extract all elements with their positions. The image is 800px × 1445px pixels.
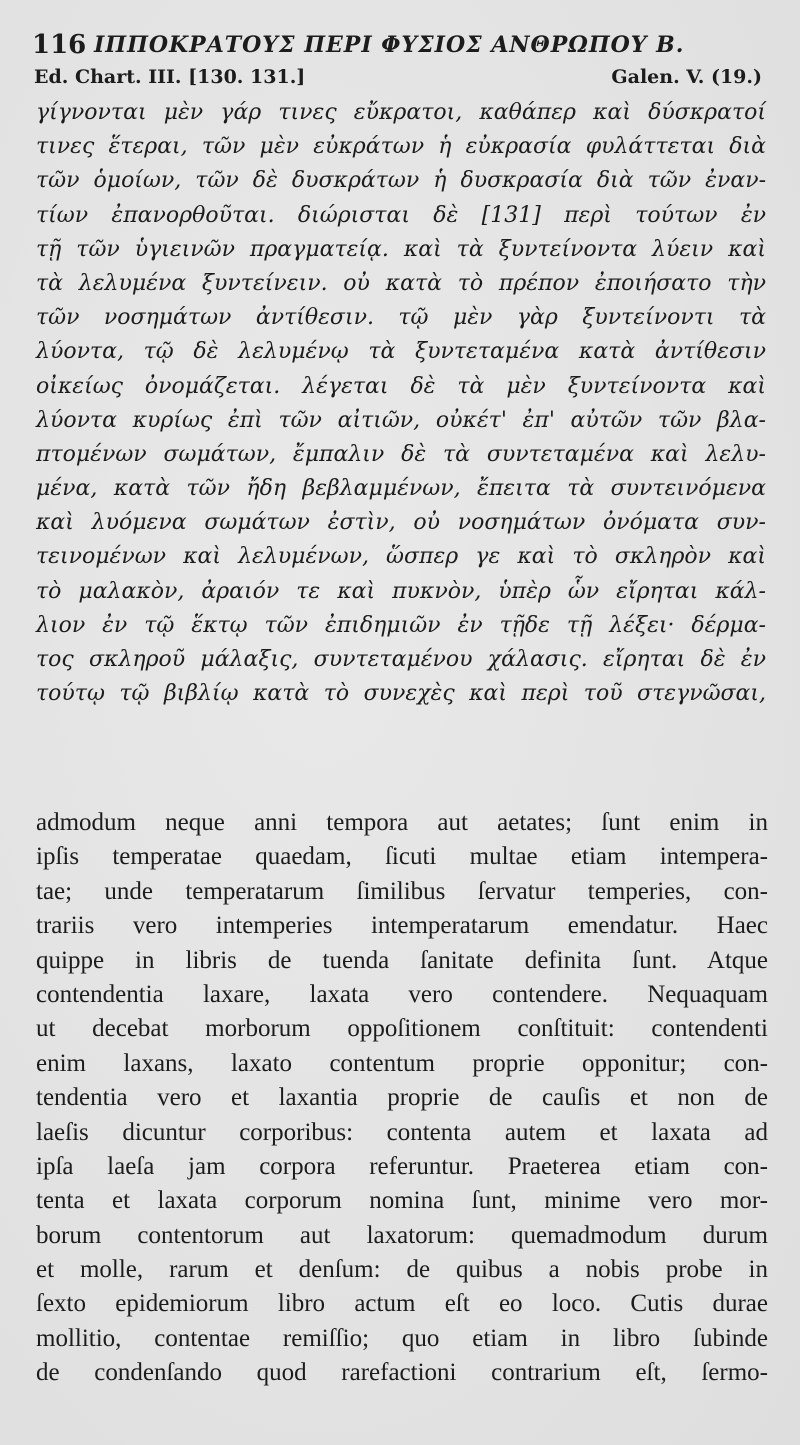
page-header <box>32 30 772 70</box>
greek-text-line: οἰκείως ὀνομάζεται. λέγεται δὲ τὰ μὲν ξυντείνοντα καὶ <box>36 373 766 399</box>
latin-text-line: ſexto epidemiorum libro actum eſt eo loco. Cutis durae <box>36 1290 768 1318</box>
greek-text-line: τὸ μαλακὸν, ἀραιόν τε καὶ πυκνὸν, ὑπὲρ ὧν εἴρηται κάλ- <box>36 578 766 604</box>
greek-text-line: τινες ἕτεραι, τῶν μὲν εὐκράτων ἡ εὐκρασία φυλάττεται διὰ <box>36 134 766 160</box>
greek-text-block <box>36 96 766 711</box>
edition-reference: Ed. Chart. III. [130. 131.] <box>34 66 306 88</box>
latin-text-line: de condenſando quod rarefactioni contrarium eſt, ſermo- <box>36 1359 768 1387</box>
latin-text-line: borum contentorum aut laxatorum: quemadmodum durum <box>36 1221 768 1249</box>
greek-text-line: λιον ἐν τῷ ἕκτῳ τῶν ἐπιδημιῶν ἐν τῇδε τῇ λέξει· δέρμα- <box>36 612 766 638</box>
galen-reference: Galen. V. (19.) <box>611 66 762 88</box>
latin-text-line: ipſa laeſa jam corpora referuntur. Praeterea etiam con- <box>36 1152 768 1180</box>
latin-text-block <box>36 806 768 1391</box>
latin-text-line: ut decebat morborum oppoſitionem conſtituit: contendenti <box>36 1015 768 1043</box>
latin-text-line: tendentia vero et laxantia proprie de cauſis et non de <box>36 1084 768 1112</box>
latin-text-line: ipſis temperatae quaedam, ſicuti multae etiam intempera- <box>36 843 768 871</box>
greek-text-line: τὰ λελυμένα ξυντείνειν. οὐ κατὰ τὸ πρέπον ἐποιήσατο τὴν <box>36 270 766 296</box>
greek-text-line: τῶν ὁμοίων, τῶν δὲ δυσκράτων ἡ δυσκρασία διὰ τῶν ἐναν- <box>36 168 766 194</box>
latin-text-line: et molle, rarum et denſum: de quibus a nobis probe in <box>36 1256 768 1284</box>
greek-text-line: τῇ τῶν ὑγιεινῶν πραγματείᾳ. καὶ τὰ ξυντείνοντα λύειν καὶ <box>36 236 766 262</box>
greek-text-line: τῶν νοσημάτων ἀντίθεσιν. τῷ μὲν γὰρ ξυντείνοντι τὰ <box>36 305 766 331</box>
greek-text-line: τος σκληροῦ μάλαξις, συντεταμένου χάλασις. εἴρηται δὲ ἐν <box>36 647 766 672</box>
latin-text-line: admodum neque anni tempora aut aetates; ſunt enim in <box>36 809 768 836</box>
greek-text-line: γίγνονται μὲν γάρ τινες εὔκρατοι, καθάπερ καὶ δύσκρατοί <box>36 100 766 125</box>
greek-text-line: τούτῳ τῷ βιβλίῳ κατὰ τὸ συνεχὲς καὶ περὶ τοῦ στεγνῶσαι, <box>36 681 766 707</box>
latin-text-line: laeſis dicuntur corporibus: contenta autem et laxata ad <box>36 1118 768 1146</box>
greek-text-line: λύοντα κυρίως ἐπὶ τῶν αἰτιῶν, οὐκέτ' ἐπ' αὐτῶν τῶν βλα- <box>36 407 766 433</box>
latin-text-line: mollitio, contentae remiſſio; quo etiam in libro ſubinde <box>36 1324 768 1352</box>
latin-text-line: enim laxans, laxato contentum proprie opponitur; con- <box>36 1049 768 1077</box>
greek-text-line: καὶ λυόμενα σωμάτων ἐστὶν, οὐ νοσημάτων ὀνόματα συν- <box>36 510 766 536</box>
greek-text-line: πτομένων σωμάτων, ἔμπαλιν δὲ τὰ συντεταμένα καὶ λελυ- <box>36 441 766 467</box>
latin-text-line: trariis vero intemperies intemperatarum emendatur. Haec <box>36 912 768 940</box>
latin-text-line: quippe in libris de tuenda ſanitate definita ſunt. Atque <box>36 946 768 974</box>
greek-text-line: μένα, κατὰ τῶν ἤδη βεβλαμμένων, ἔπειτα τὰ συντεινόμενα <box>36 476 766 502</box>
latin-text-line: tenta et laxata corporum nomina ſunt, minime vero mor- <box>36 1187 768 1215</box>
greek-text-line: λύοντα, τῷ δὲ λελυμένῳ τὰ ξυντεταμένα κατὰ ἀντίθεσιν <box>36 339 766 365</box>
running-title: ΙΠΠΟΚΡΑΤΟΥΣ ΠΕΡΙ ΦΥΣΙΟΣ ΑΝΘΡΩΠΟΥ Β. <box>94 32 685 58</box>
greek-text-line: τίων ἐπανορθοῦται. διώρισται δὲ [131] περὶ τούτων ἐν <box>36 202 766 228</box>
greek-text-line: τεινομένων καὶ λελυμένων, ὥσπερ γε καὶ τὸ σκληρὸν καὶ <box>36 544 766 570</box>
page-number: 116 <box>32 30 87 60</box>
latin-text-line: contendentia laxare, laxata vero contendere. Nequaquam <box>36 980 768 1008</box>
latin-text-line: tae; unde temperatarum ſimilibus ſervatur temperies, con- <box>36 877 768 905</box>
